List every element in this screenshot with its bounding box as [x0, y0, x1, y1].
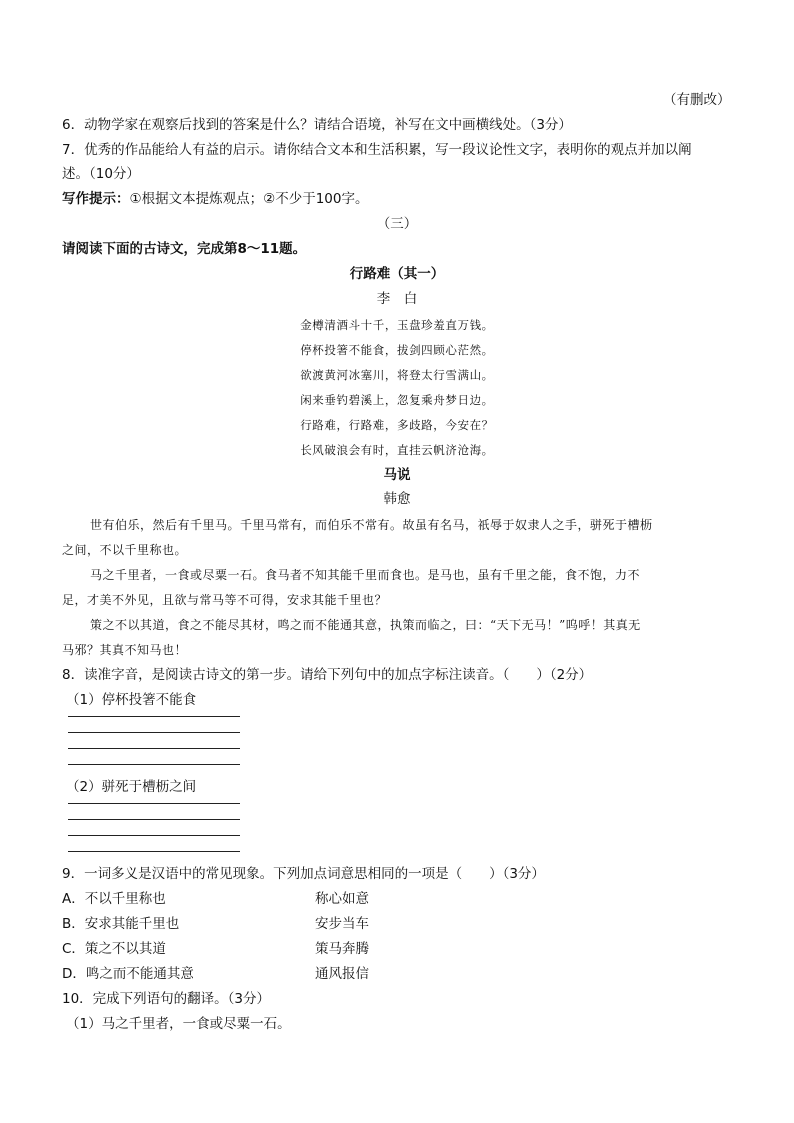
poem-line: 行路难，行路难，多歧路，今安在？: [300, 418, 494, 432]
essay-title: 马说: [383, 467, 411, 483]
question-7-line-1: 7．优秀的作品能给人有益的启示。请你结合文本和生活积累，写一段议论性文字，表明你的观点并加以阐: [62, 142, 692, 158]
essay-paragraph-2-line-2: 足，才美不外见，且欲与常马等不可得，安求其能千里也？: [62, 593, 388, 607]
poem-line: 闲来垂钓碧溪上，忽复乘舟梦日边。: [300, 393, 494, 407]
essay-paragraph-1-line-2: 之间，不以千里称也。: [62, 543, 188, 557]
answer-line[interactable]: [68, 835, 240, 836]
poem-line: 金樽清酒斗十千，玉盘珍羞直万钱。: [300, 318, 494, 332]
poem-line: 欲渡黄河冰塞川，将登太行雪满山。: [300, 368, 494, 382]
writing-tip-text: ①根据文本提炼观点；②不少于100字。: [129, 191, 369, 207]
writing-tip: [62, 190, 368, 208]
essay-author: 韩愈: [383, 491, 411, 507]
question-9-option-a-compare: 称心如意: [315, 891, 369, 907]
question-9-option-c[interactable]: C．策之不以其道: [62, 941, 166, 957]
question-9-option-a[interactable]: A．不以千里称也: [62, 891, 166, 907]
answer-line[interactable]: [68, 716, 240, 717]
question-9-option-d-compare: 通风报信: [315, 966, 369, 982]
essay-paragraph-2-line-1: 马之千里者，一食或尽粟一石。食马者不知其能千里而食也。是马也，虽有千里之能，食不饱，力不: [90, 568, 641, 582]
answer-line[interactable]: [68, 803, 240, 804]
writing-tip-label: 写作提示：: [62, 191, 130, 207]
essay-paragraph-3-line-1: 策之不以其道，食之不能尽其材，鸣之而不能通其意，执策而临之，曰：“天下无马！”呜呼！其真无: [90, 618, 641, 632]
question-10: 10．完成下列语句的翻译。（3分）: [62, 991, 271, 1007]
answer-line[interactable]: [68, 764, 240, 765]
question-9: 9．一词多义是汉语中的常见现象。下列加点词意思相同的一项是（ ）（3分）: [62, 866, 545, 882]
poem-line: 长风破浪会有时，直挂云帆济沧海。: [300, 443, 494, 457]
essay-paragraph-3-line-2: 马邪？其真不知马也！: [62, 643, 188, 657]
question-9-option-b[interactable]: B．安求其能千里也: [62, 916, 180, 932]
poem-title: 行路难（其一）: [349, 266, 445, 282]
question-7-line-2: 述。（10分）: [62, 166, 140, 182]
question-9-option-d[interactable]: D．鸣之而不能通其意: [62, 966, 194, 982]
answer-line[interactable]: [68, 851, 240, 852]
question-8: 8．读准字音，是阅读古诗文的第一步。请给下列句中的加点字标注读音。（ ）（2分）: [62, 667, 593, 683]
question-9-option-c-compare: 策马奔腾: [315, 941, 369, 957]
essay-paragraph-1-line-1: 世有伯乐，然后有千里马。千里马常有，而伯乐不常有。故虽有名马，祇辱于奴隶人之手，骈死于槽枥: [90, 518, 653, 532]
section-number: （三）: [376, 216, 418, 232]
question-10-sub-1: （1）马之千里者，一食或尽粟一石。: [66, 1016, 291, 1032]
question-9-option-b-compare: 安步当车: [315, 916, 369, 932]
answer-line[interactable]: [68, 748, 240, 749]
source-note: （有删改）: [663, 92, 731, 108]
question-8-sub-1: （1）停杯投箸不能食: [66, 692, 197, 708]
question-6: 6．动物学家在观察后找到的答案是什么？请结合语境，补写在文中画横线处。（3分）: [62, 117, 572, 133]
poem-author: 李 白: [376, 291, 418, 307]
reading-instruction: 请阅读下面的古诗文，完成第8～11题。: [62, 241, 307, 257]
answer-line[interactable]: [68, 732, 240, 733]
question-8-sub-2: （2）骈死于槽枥之间: [66, 779, 197, 795]
poem-line: 停杯投箸不能食，拔剑四顾心茫然。: [300, 343, 494, 357]
answer-line[interactable]: [68, 819, 240, 820]
